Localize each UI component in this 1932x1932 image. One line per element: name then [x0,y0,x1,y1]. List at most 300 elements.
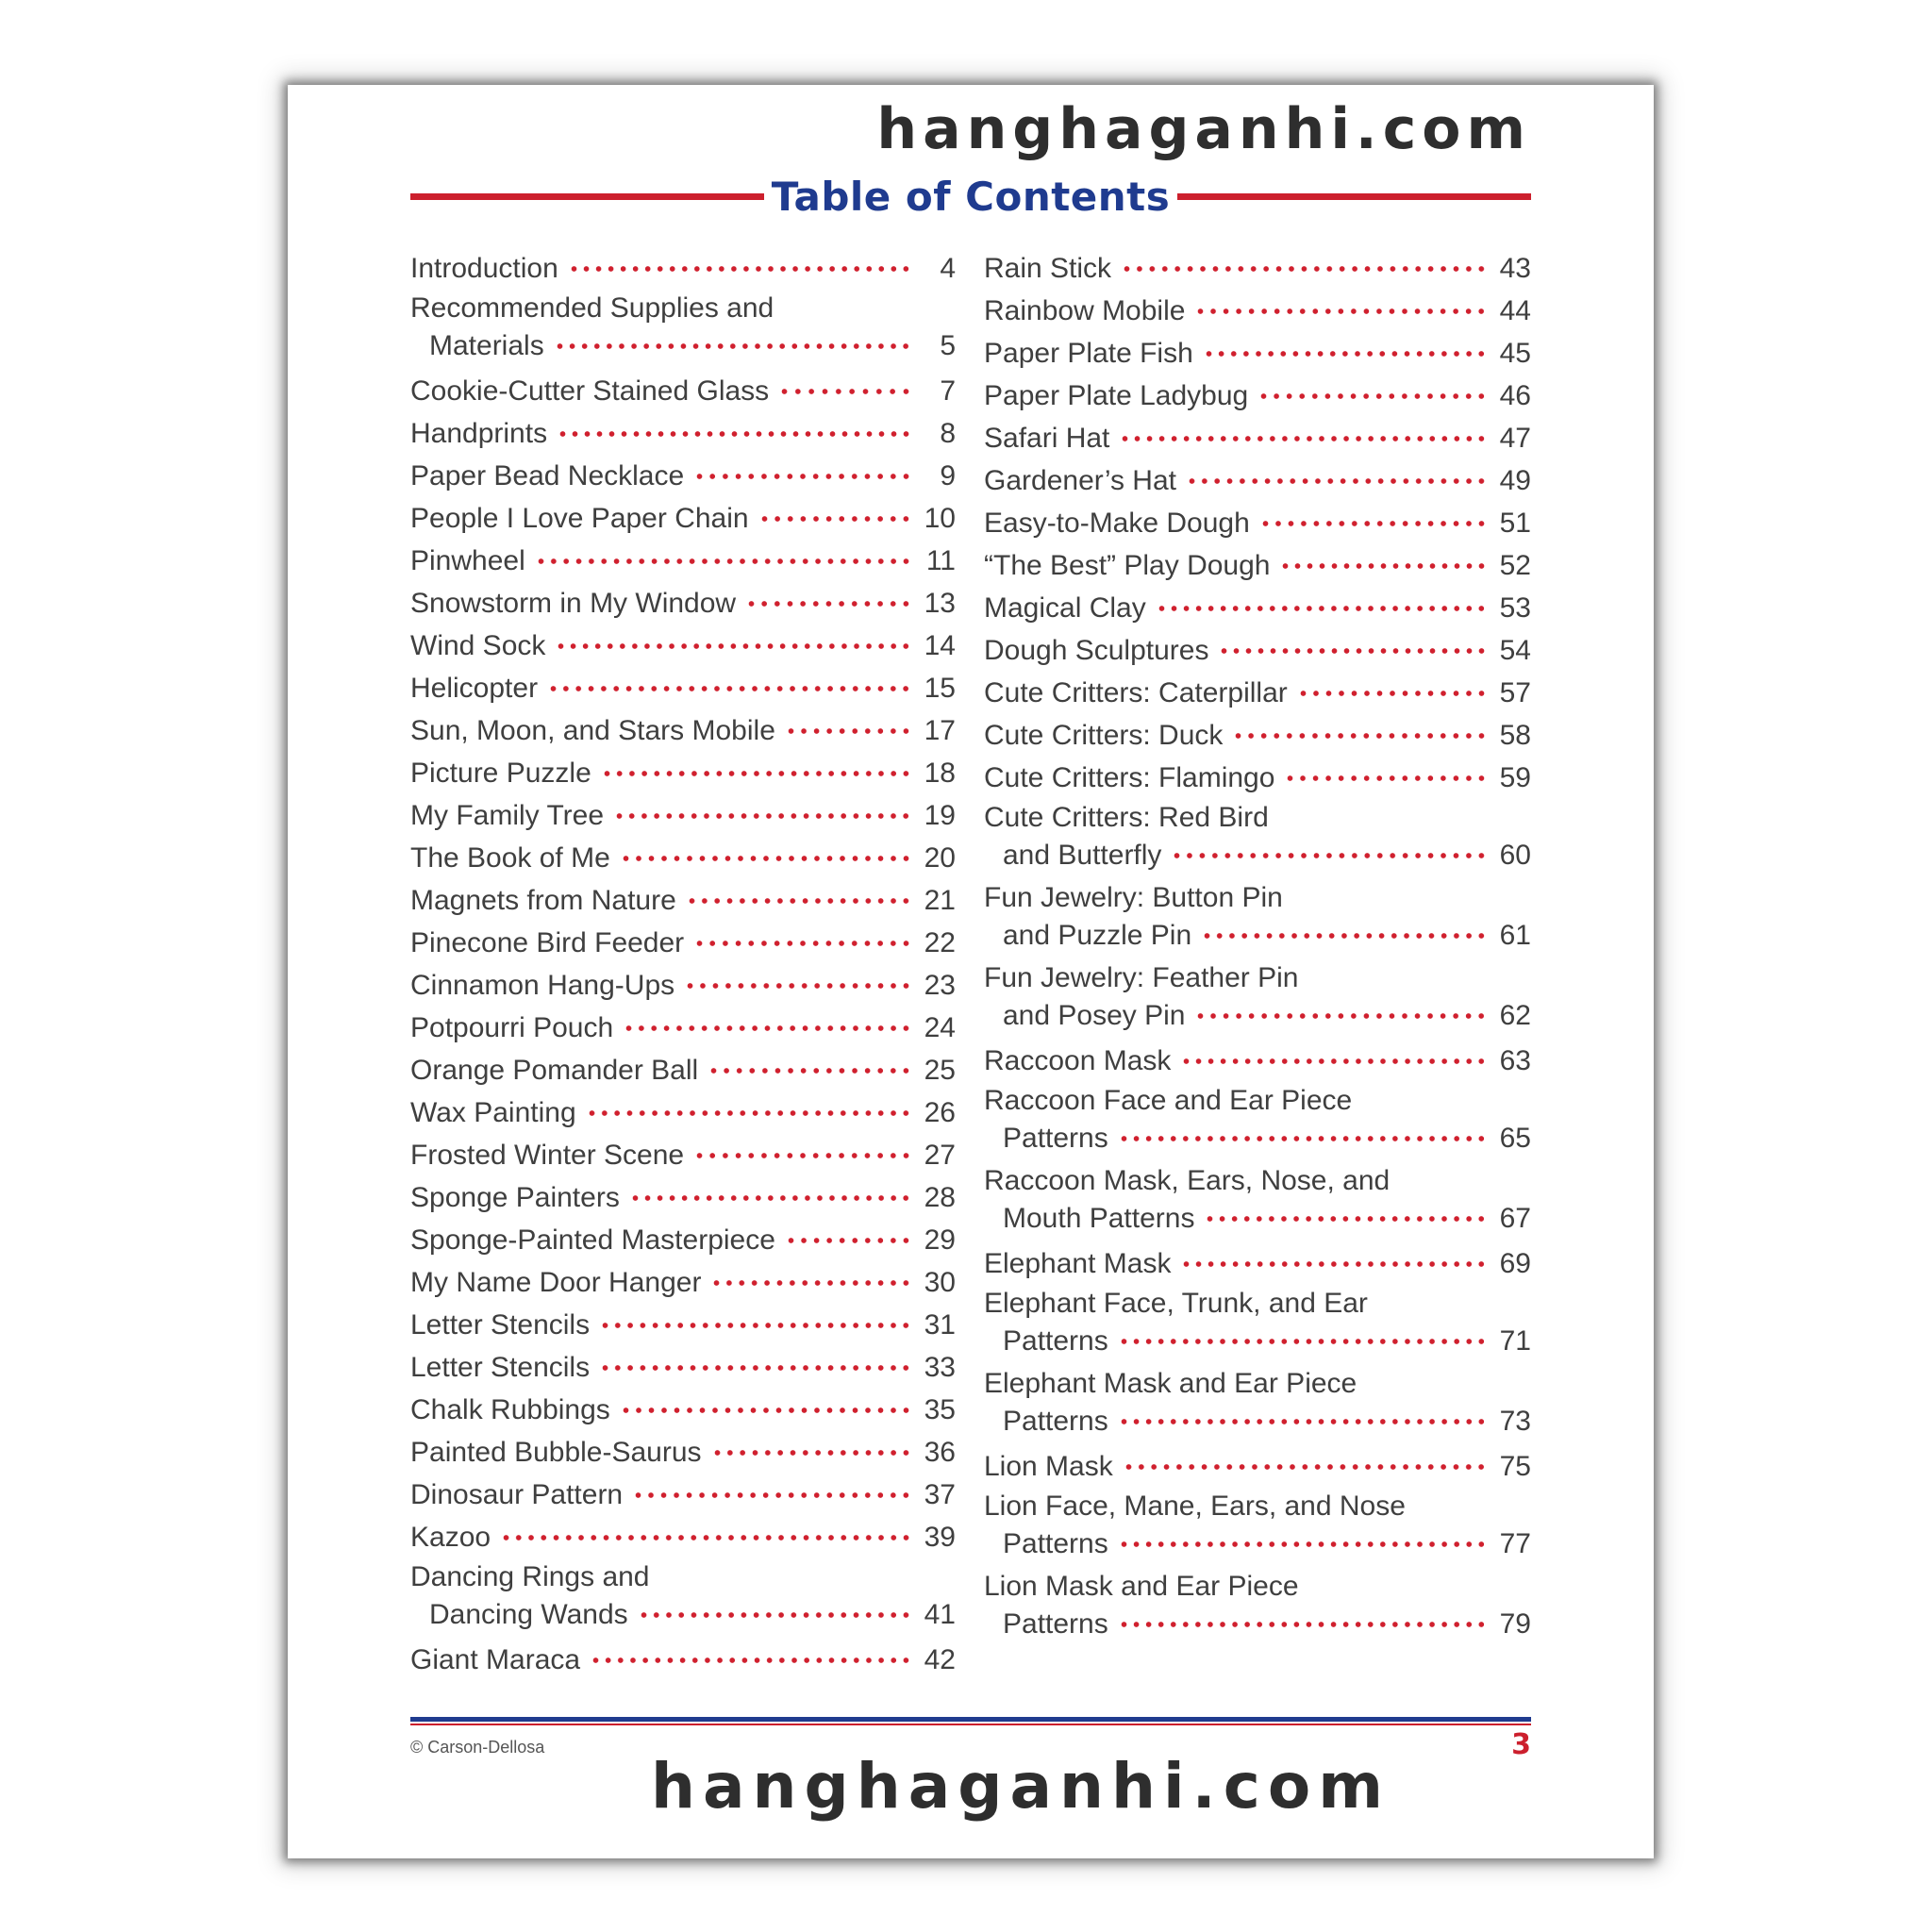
dot-leader [629,1194,912,1202]
toc-entry-page: 19 [924,800,956,831]
toc-entry-line [410,1091,956,1134]
toc-entry-page: 46 [1499,380,1531,411]
dot-leader [785,727,912,735]
toc-entry-page: 45 [1499,338,1531,369]
dot-leader [1203,350,1488,358]
toc-entry-page: 39 [924,1522,956,1553]
toc-entry-title: Patterns [1003,1325,1108,1357]
dot-leader [1118,1541,1488,1548]
toc-entry-title: Lion Mask [984,1451,1113,1482]
toc-entry-line [410,412,956,455]
toc-entry-page: 47 [1499,423,1531,454]
toc-entry-title: Picture Puzzle [410,758,591,789]
toc-entry-page: 51 [1499,508,1531,539]
toc-column-right [984,247,1531,1648]
dot-leader [693,1152,912,1159]
toc-entry-title: Sponge-Painted Masterpiece [410,1224,775,1256]
toc-entry [410,1558,956,1634]
toc-entry-title: Cookie-Cutter Stained Glass [410,375,770,407]
dot-leader [1118,1418,1488,1425]
toc-entry-line [984,1525,1531,1563]
dot-leader [1284,774,1488,782]
toc-entry-title-line: Fun Jewelry: Button Pin [984,882,1283,913]
toc-entry-page: 37 [924,1479,956,1510]
dot-leader [599,1364,912,1372]
toc-entry-line [410,1134,956,1176]
toc-entry [410,497,956,540]
toc-entry-line [410,370,956,412]
toc-entry-page: 33 [924,1352,956,1383]
toc-entry-title: Dancing Wands [429,1599,628,1630]
dot-leader [613,812,912,820]
dot-leader [710,1279,912,1287]
dot-leader [1297,690,1488,697]
page-number: 3 [1511,1728,1531,1761]
toc-entry-page: 63 [1499,1045,1531,1076]
watermark-bottom: hanghaganhi.com [651,1750,1391,1823]
copyright: © Carson-Dellosa [410,1738,545,1757]
dot-leader [758,515,912,523]
toc-entry-line [410,1049,956,1091]
toc-entry-line [410,247,956,290]
toc-entry-line [984,1200,1531,1238]
toc-entry-title: and Butterfly [1003,840,1162,871]
toc-entry-title: Introduction [410,253,558,284]
footer-rule [410,1717,1531,1722]
toc-entry-title-line: Dancing Rings and [410,1561,650,1592]
toc-entry [984,959,1531,1035]
toc-entry-title: “The Best” Play Dough [984,550,1271,581]
dot-leader [1259,520,1488,527]
dot-leader [1156,605,1488,612]
toc-entry-title: Dinosaur Pattern [410,1479,624,1510]
toc-entry-title: Cute Critters: Flamingo [984,762,1275,793]
toc-entry-line [984,459,1531,502]
toc-entry-line [984,1403,1531,1441]
toc-entry [984,1242,1531,1285]
toc-entry [984,375,1531,417]
toc-entry-page: 31 [924,1309,956,1341]
toc-entry-page: 8 [940,418,956,449]
toc-entry-line [984,1242,1531,1285]
toc-entry-title: Orange Pomander Ball [410,1055,699,1086]
toc-entry-line [410,1346,956,1389]
toc-entry-line [410,837,956,879]
toc-entry-page: 26 [924,1097,956,1128]
toc-entry-page: 10 [924,503,956,534]
dot-leader [1180,1058,1488,1065]
toc-entry-line [984,1606,1531,1643]
toc-entry-page: 27 [924,1140,956,1171]
toc-entry-page: 36 [924,1437,956,1468]
title-rule-right [1177,193,1531,200]
toc-entry-title: Paper Bead Necklace [410,460,685,491]
toc-entry-line [984,997,1531,1035]
toc-entry [410,290,956,365]
toc-entry-line [984,1040,1531,1082]
toc-entry-title: Pinecone Bird Feeder [410,927,685,958]
toc-entry-page: 65 [1499,1123,1531,1154]
toc-entry-page: 5 [940,330,956,361]
dot-leader [1123,1463,1488,1471]
toc-entry [984,587,1531,629]
toc-entry [410,370,956,412]
toc-entry-title-line: Raccoon Mask, Ears, Nose, and [984,1165,1391,1196]
dot-leader [745,600,912,608]
toc-entry-title: Patterns [1003,1406,1108,1437]
toc-entry [984,1285,1531,1360]
toc-entry [410,540,956,582]
toc-entry-line [410,1516,956,1558]
dot-leader [1118,1338,1488,1345]
toc-entry [984,1445,1531,1488]
toc-entry-title: My Family Tree [410,800,605,831]
toc-entry-line [410,1596,956,1634]
toc-entry-page: 23 [924,970,956,1001]
toc-entry-title: Chalk Rubbings [410,1394,610,1425]
toc-entry [410,1516,956,1558]
toc-entry-title: Handprints [410,418,548,449]
toc-entry-title: Cinnamon Hang-Ups [410,970,675,1001]
toc-entry-line [410,709,956,752]
toc-entry-page: 14 [924,630,956,661]
toc-entry-line [984,672,1531,714]
toc-entry-title: and Puzzle Pin [1003,920,1192,951]
toc-entry [984,757,1531,799]
toc-entry-page: 58 [1499,720,1531,751]
dot-leader [711,1449,912,1457]
toc-entry-page: 43 [1499,253,1531,284]
toc-entry [984,1488,1531,1563]
toc-entry [410,922,956,964]
dot-leader [1194,308,1488,315]
toc-entry-page: 11 [925,545,956,576]
toc-entry-page: 62 [1499,1000,1531,1031]
watermark-top: hanghaganhi.com [876,96,1531,162]
toc-entry-title: Paper Plate Ladybug [984,380,1249,411]
dot-leader [599,1322,912,1329]
toc-entry-page: 9 [940,460,956,491]
dot-leader [1119,435,1488,442]
toc-entry-title: Helicopter [410,673,539,704]
toc-entry-title: Paper Plate Fish [984,338,1193,369]
toc-entry-line [984,757,1531,799]
dot-leader [590,1657,912,1664]
toc-entry-line [410,752,956,794]
dot-leader [1180,1260,1488,1268]
toc-entry-page: 30 [924,1267,956,1298]
toc-entry-line [410,625,956,667]
toc-entry-line [410,667,956,709]
toc-entry [984,332,1531,375]
toc-entry-title: and Posey Pin [1003,1000,1186,1031]
toc-entry-title: Frosted Winter Scene [410,1140,685,1171]
toc-entry-page: 24 [924,1012,956,1043]
dot-leader [568,265,912,273]
toc-entry-page: 59 [1499,762,1531,793]
toc-column-left [410,247,956,1681]
dot-leader [1194,1012,1488,1020]
toc-entry [410,1474,956,1516]
toc-entry-title: Snowstorm in My Window [410,588,737,619]
toc-entry-title: Magnets from Nature [410,885,676,916]
toc-entry-title: Magical Clay [984,592,1146,624]
toc-entry-page: 49 [1499,465,1531,496]
toc-entry [410,1431,956,1474]
toc-entry [410,1049,956,1091]
toc-entry [984,544,1531,587]
toc-entry [984,714,1531,757]
toc-entry-title-line: Lion Mask and Ear Piece [984,1571,1299,1602]
toc-entry [410,837,956,879]
toc-entry-title-line: Cute Critters: Red Bird [984,802,1269,833]
toc-entry-page: 79 [1499,1608,1531,1640]
toc-entry-title: Easy-to-Make Dough [984,508,1250,539]
toc-entry-title-line: Raccoon Face and Ear Piece [984,1085,1353,1116]
dot-leader [638,1611,912,1619]
toc-entry-title: Safari Hat [984,423,1110,454]
toc-entry-page: 73 [1499,1406,1531,1437]
toc-entry [984,459,1531,502]
toc-entry-title: Materials [429,330,544,361]
dot-leader [778,388,912,395]
dot-leader [620,855,912,862]
toc-entry-line [410,1219,956,1261]
dot-leader [1186,477,1488,485]
toc-entry-line [410,1474,956,1516]
toc-entry-page: 18 [924,758,956,789]
toc-entry [410,1389,956,1431]
toc-entry [410,752,956,794]
dot-leader [1279,562,1488,570]
toc-entry-page: 61 [1499,920,1531,951]
toc-entry-line [984,375,1531,417]
toc-entry-line [984,714,1531,757]
toc-entry [984,1162,1531,1238]
toc-entry-page: 28 [924,1182,956,1213]
toc-entry [410,794,956,837]
toc-entry-page: 67 [1499,1203,1531,1234]
toc-entry-line [410,1176,956,1219]
toc-entry-line [410,540,956,582]
toc-entry [984,290,1531,332]
toc-entry-line [410,794,956,837]
toc-entry [410,412,956,455]
toc-entry [410,1346,956,1389]
toc-entry [984,672,1531,714]
dot-leader [693,473,912,480]
toc-entry-title: Sponge Painters [410,1182,620,1213]
dot-leader [1171,852,1488,859]
toc-entry-page: 7 [940,375,956,407]
toc-entry-page: 21 [924,885,956,916]
toc-entry-line [410,1304,956,1346]
toc-entry [410,582,956,625]
toc-entry-page: 15 [924,673,956,704]
dot-leader [785,1237,912,1244]
toc-entry-line [410,1389,956,1431]
toc-entry-page: 60 [1499,840,1531,871]
dot-leader [547,685,912,692]
toc-entry [410,1176,956,1219]
toc-entry-line [984,1323,1531,1360]
toc-entry-title-line: Recommended Supplies and [410,292,774,324]
toc-entry-page: 29 [924,1224,956,1256]
toc-entry-line [410,879,956,922]
toc-entry [410,1639,956,1681]
toc-entry-line [984,247,1531,290]
toc-entry-title: Elephant Mask [984,1248,1172,1279]
toc-entry-line [410,1431,956,1474]
toc-entry-line [410,455,956,497]
toc-entry-line [984,587,1531,629]
toc-entry-page: 77 [1499,1528,1531,1559]
toc-entry-line [410,922,956,964]
toc-entry [410,879,956,922]
toc-entry-title: Pinwheel [410,545,525,576]
toc-entry [410,709,956,752]
dot-leader [684,982,912,990]
toc-entry-title: Cute Critters: Caterpillar [984,677,1288,708]
toc-entry-page: 52 [1499,550,1531,581]
toc-entry-line [984,417,1531,459]
dot-leader [555,642,912,650]
toc-entry-title: Raccoon Mask [984,1045,1172,1076]
dot-leader [708,1067,912,1074]
dot-leader [632,1491,912,1499]
toc-entry-title: Patterns [1003,1608,1108,1640]
toc-entry-line [410,964,956,1007]
title-row [410,168,1531,225]
toc-entry [984,247,1531,290]
toc-entry-line [984,544,1531,587]
toc-entry-line [410,1261,956,1304]
toc-entry [984,879,1531,955]
dot-leader [557,430,912,438]
title-rule-left [410,193,764,200]
toc-entry-title: Dough Sculptures [984,635,1209,666]
toc-entry-line [984,1445,1531,1488]
document-page [288,85,1654,1858]
toc-entry [984,1040,1531,1082]
toc-entry-line [410,1639,956,1681]
page-title: Table of Contents [771,173,1171,220]
toc-entry-line [410,327,956,365]
toc-entry-title: Rain Stick [984,253,1112,284]
toc-entry-title: The Book of Me [410,842,610,874]
toc-entry [410,1007,956,1049]
toc-entry-title: Kazoo [410,1522,491,1553]
toc-entry-line [410,1007,956,1049]
toc-entry-title: People I Love Paper Chain [410,503,749,534]
toc-entry [984,629,1531,672]
toc-entry [410,625,956,667]
toc-entry [984,799,1531,874]
dot-leader [1232,732,1488,740]
toc-entry-title: Patterns [1003,1528,1108,1559]
toc-entry-page: 75 [1499,1451,1531,1482]
toc-entry-title: Wax Painting [410,1097,576,1128]
dot-leader [1218,647,1488,655]
toc-entry-page: 53 [1499,592,1531,624]
dot-leader [1201,932,1488,940]
toc-entry-title: Mouth Patterns [1003,1203,1195,1234]
toc-entry-line [410,582,956,625]
toc-entry-title: Potpourri Pouch [410,1012,614,1043]
toc-entry [410,1091,956,1134]
toc-entry-page: 13 [924,588,956,619]
toc-entry-page: 4 [940,253,956,284]
toc-entry-line [984,1120,1531,1158]
toc-entry-page: 42 [924,1644,956,1675]
toc-entry-page: 35 [924,1394,956,1425]
toc-entry [410,964,956,1007]
dot-leader [535,558,912,565]
toc-entry-line [984,629,1531,672]
dot-leader [623,1024,912,1032]
toc-entry [984,502,1531,544]
toc-entry-line [410,497,956,540]
dot-leader [1118,1621,1488,1628]
toc-entry [410,667,956,709]
toc-entry-line [984,332,1531,375]
toc-entry [410,247,956,290]
toc-entry-title-line: Fun Jewelry: Feather Pin [984,962,1299,993]
toc-entry-page: 17 [924,715,956,746]
toc-entry-page: 44 [1499,295,1531,326]
dot-leader [1257,392,1488,400]
toc-entry-title: Patterns [1003,1123,1108,1154]
toc-entry-title: Gardener’s Hat [984,465,1176,496]
dot-leader [500,1534,912,1541]
dot-leader [586,1109,912,1117]
dot-leader [601,770,912,777]
toc-entry [410,1304,956,1346]
toc-entry-page: 20 [924,842,956,874]
dot-leader [620,1407,912,1414]
dot-leader [686,897,912,905]
toc-entry-title: Painted Bubble-Saurus [410,1437,702,1468]
toc-entry [410,1261,956,1304]
toc-entry-page: 54 [1499,635,1531,666]
toc-entry-line [984,502,1531,544]
toc-entry-page: 71 [1499,1325,1531,1357]
toc-entry-page: 57 [1499,677,1531,708]
toc-entry-line [984,290,1531,332]
dot-leader [1204,1215,1488,1223]
toc-entry-title-line: Elephant Mask and Ear Piece [984,1368,1357,1399]
toc-entry-line [984,917,1531,955]
dot-leader [1118,1135,1488,1142]
toc-entry-page: 25 [924,1055,956,1086]
toc-entry-title-line: Lion Face, Mane, Ears, and Nose [984,1491,1406,1522]
toc-entry-title-line: Elephant Face, Trunk, and Ear [984,1288,1368,1319]
toc-entry [984,1365,1531,1441]
toc-entry-title: Sun, Moon, and Stars Mobile [410,715,775,746]
dot-leader [554,342,912,350]
toc-entry-page: 69 [1499,1248,1531,1279]
toc-entry [410,1134,956,1176]
toc-entry-title: Letter Stencils [410,1352,591,1383]
toc-entry-line [984,837,1531,874]
toc-entry [410,455,956,497]
toc-entry-title: My Name Door Hanger [410,1267,702,1298]
toc-entry-title: Letter Stencils [410,1309,591,1341]
toc-entry-title: Wind Sock [410,630,546,661]
dot-leader [693,940,912,947]
dot-leader [1121,265,1488,273]
toc-entry-page: 41 [924,1599,956,1630]
